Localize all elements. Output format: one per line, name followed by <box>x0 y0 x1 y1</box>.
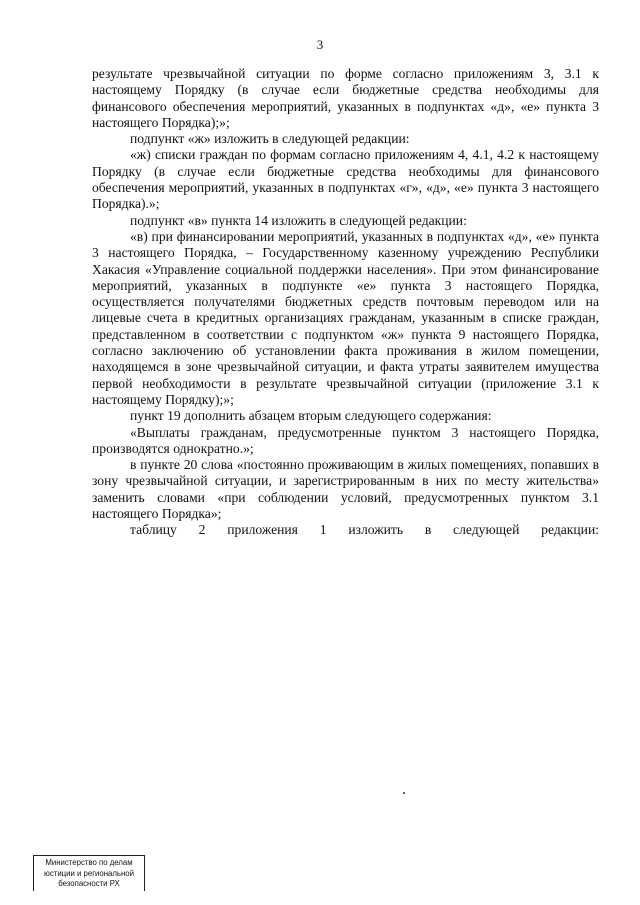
stamp-line-3: безопасности РХ <box>58 879 120 888</box>
stamp-line-1: Министерство по делам <box>45 858 133 867</box>
paragraph-9: таблицу 2 приложения 1 изложить в следующей редакции: <box>130 522 599 538</box>
paragraph-6: пункт 19 дополнить абзацем вторым следующего содержания: <box>130 408 492 424</box>
stamp-line-2: юстиции и региональной <box>44 868 134 878</box>
document-body <box>92 66 599 539</box>
paragraph-5: «в) при финансировании мероприятий, указанных в подпунктах «д», «е» пункта 3 настоящего Порядка, – Государственному казенному учреждению Республики Хакасия «Управление социальной поддержки населения». При этом финансирование мероприятий, указанных в подпункте «е» пункта 3 настоящего Порядка, осуществляется получателями бюджетных средств почтовым переводом или на лицевые счета в кредитных организациях гражданам, указанным в списке граждан, представленном в соответствии с подпунктом «ж» пункта 9 настоящего Порядка, согласно заключению об установлении факта проживания в жилом помещении, находящемся в зоне чрезвычайной ситуации, и факта утраты заявителем имущества первой необходимости в результате чрезвычайной ситуации (приложение 3.1 к настоящему Порядку);»; <box>92 228 599 407</box>
paragraph-7: «Выплаты гражданам, предусмотренные пунктом 3 настоящего Порядка, производятся однократно.»; <box>92 424 599 456</box>
page-number: 3 <box>316 37 324 52</box>
paragraph-1: результате чрезвычайной ситуации по форме согласно приложениям 3, 3.1 к настоящему Порядку (в случае если бюджетные средства необходимы для финансового обеспечения мероприятий, указанных в подпунктах «д», «е» пункта 3 настоящего Порядка);»; <box>92 66 599 130</box>
paragraph-8: в пункте 20 слова «постоянно проживающим в жилых помещениях, попавших в зону чрезвычайной ситуации, и зарегистрированным в них по месту жительства» заменить словами «при соблюдении условий, предусмотренных пунктом 3.1 настоящего Порядка»; <box>92 457 599 522</box>
ministry-stamp <box>33 855 145 891</box>
paragraph-3: «ж) списки граждан по формам согласно приложениям 4, 4.1, 4.2 к настоящему Порядку (в случае если бюджетные средства необходимы для финансового обеспечения мероприятий, указанных в подпунктах «г», «д», «е» пункта 3 настоящего Порядка).»; <box>92 147 599 212</box>
paragraph-4: подпункт «в» пункта 14 изложить в следующей редакции: <box>130 212 467 228</box>
paragraph-2: подпункт «ж» изложить в следующей редакции: <box>130 131 410 147</box>
scan-artifact-dot <box>403 792 405 794</box>
